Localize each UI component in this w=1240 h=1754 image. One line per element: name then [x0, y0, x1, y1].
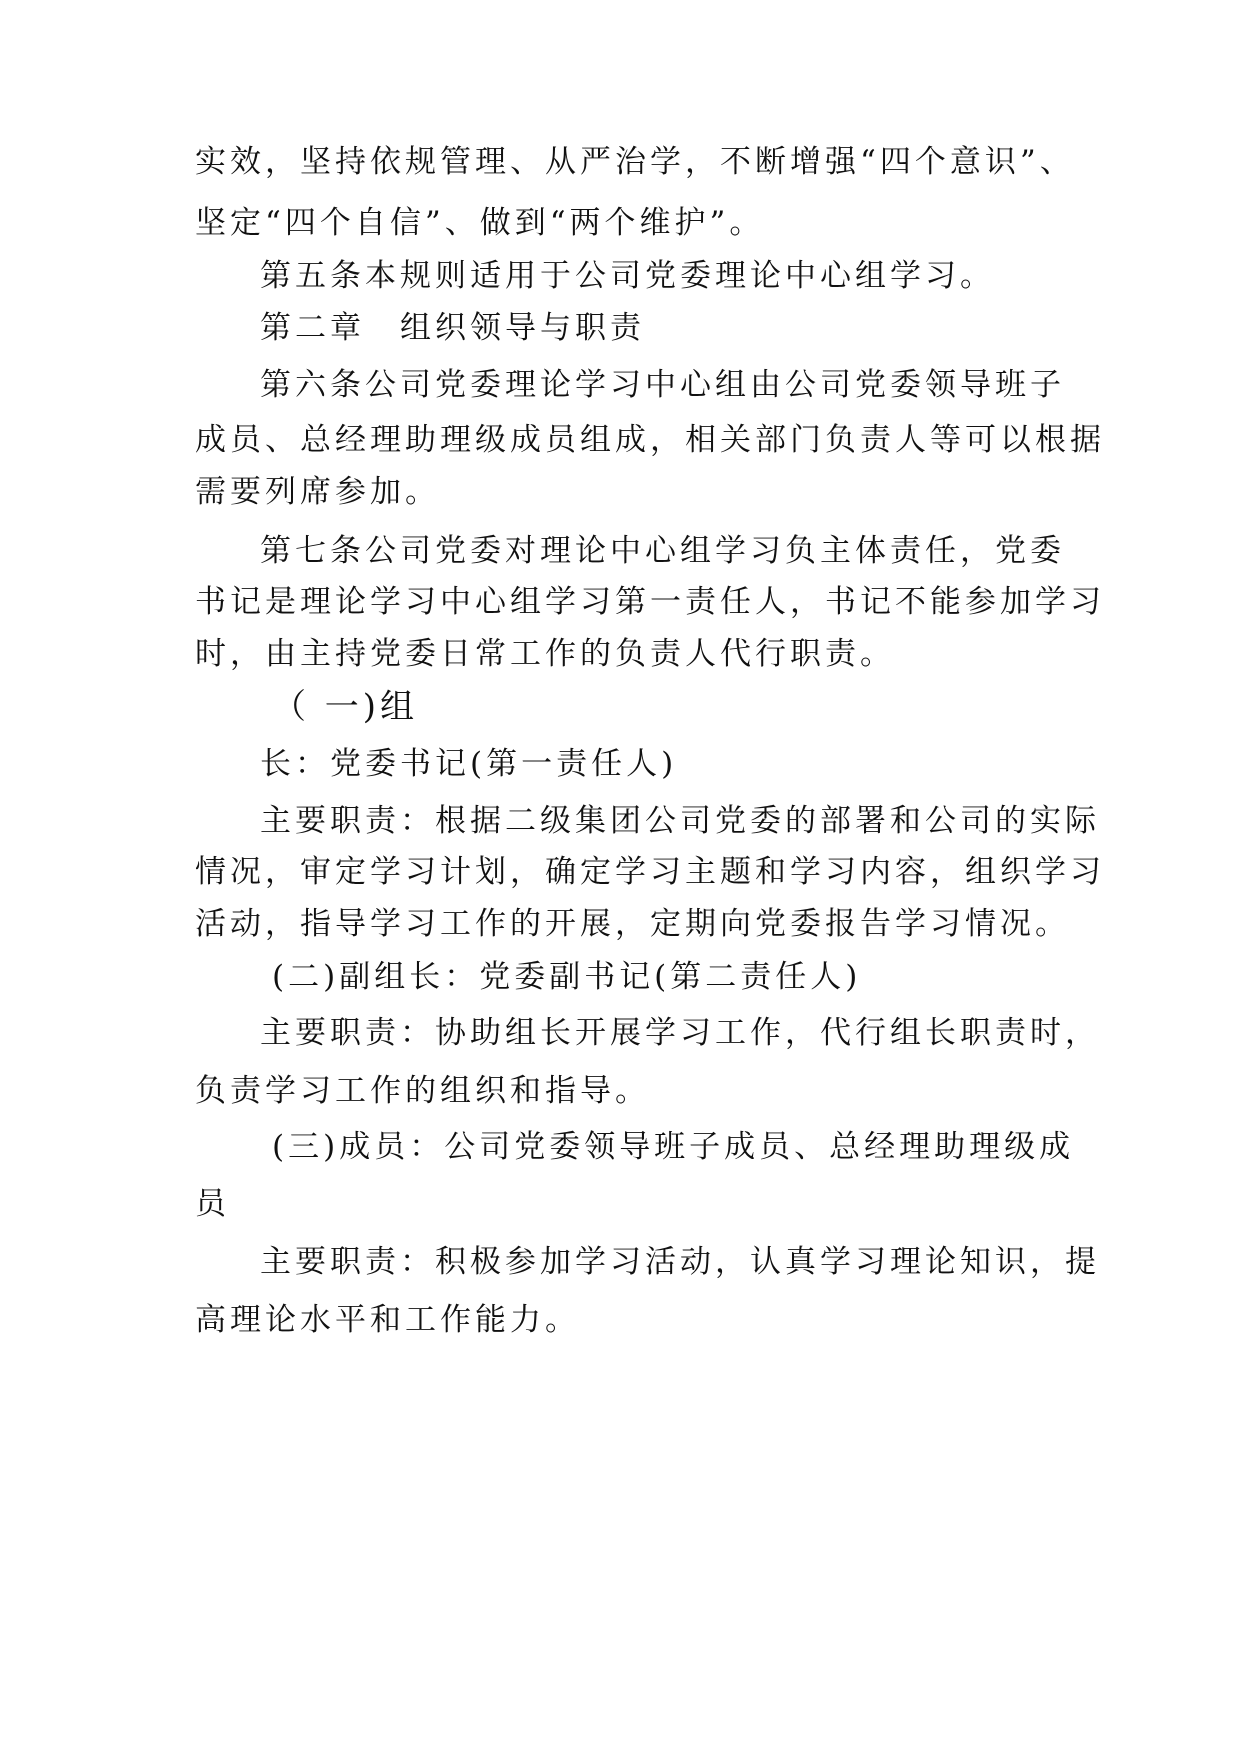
item-1-heading: （ 一)组 [272, 687, 419, 727]
article-6-line-2: 成员、总经理助理级成员组成，相关部门负责人等可以根据 [195, 422, 1105, 458]
article-5: 第五条本规则适用于公司党委理论中心组学习。 [260, 258, 995, 294]
item-3-duty-line-1: 主要职责：积极参加学习活动，认真学习理论知识，提 [260, 1244, 1100, 1280]
item-2-heading: (二)副组长：党委副书记(第二责任人) [272, 959, 862, 995]
article-7-line-1: 第七条公司党委对理论中心组学习负主体责任，党委 [260, 533, 1065, 569]
text-line-1: 实效，坚持依规管理、从严治学，不断增强“四个意识”、 [195, 144, 1075, 180]
chapter-2-heading: 第二章 组织领导与职责 [260, 310, 645, 346]
item-3-duty-line-2: 高理论水平和工作能力。 [195, 1302, 580, 1338]
item-1-duty-line-1: 主要职责：根据二级集团公司党委的部署和公司的实际 [260, 803, 1100, 839]
item-3-heading: (三)成员：公司党委领导班子成员、总经理助理级成 [272, 1129, 1075, 1165]
item-1-duty-line-3: 活动，指导学习工作的开展，定期向党委报告学习情况。 [195, 906, 1070, 942]
item-1-role: 长：党委书记(第一责任人) [260, 746, 678, 782]
item-1-duty-line-2: 情况，审定学习计划，确定学习主题和学习内容，组织学习 [195, 854, 1105, 890]
item-3-heading-cont: 员 [195, 1186, 230, 1222]
article-7-line-3: 时，由主持党委日常工作的负责人代行职责。 [195, 636, 895, 672]
article-6-line-1: 第六条公司党委理论学习中心组由公司党委领导班子 [260, 367, 1065, 403]
article-6-line-3: 需要列席参加。 [195, 474, 440, 510]
item-2-duty-line-1: 主要职责：协助组长开展学习工作，代行组长职责时， [260, 1015, 1100, 1051]
text-line-2: 坚定“四个自信”、做到“两个维护”。 [195, 205, 765, 241]
article-7-line-2: 书记是理论学习中心组学习第一责任人，书记不能参加学习 [195, 584, 1105, 620]
item-2-duty-line-2: 负责学习工作的组织和指导。 [195, 1073, 650, 1109]
